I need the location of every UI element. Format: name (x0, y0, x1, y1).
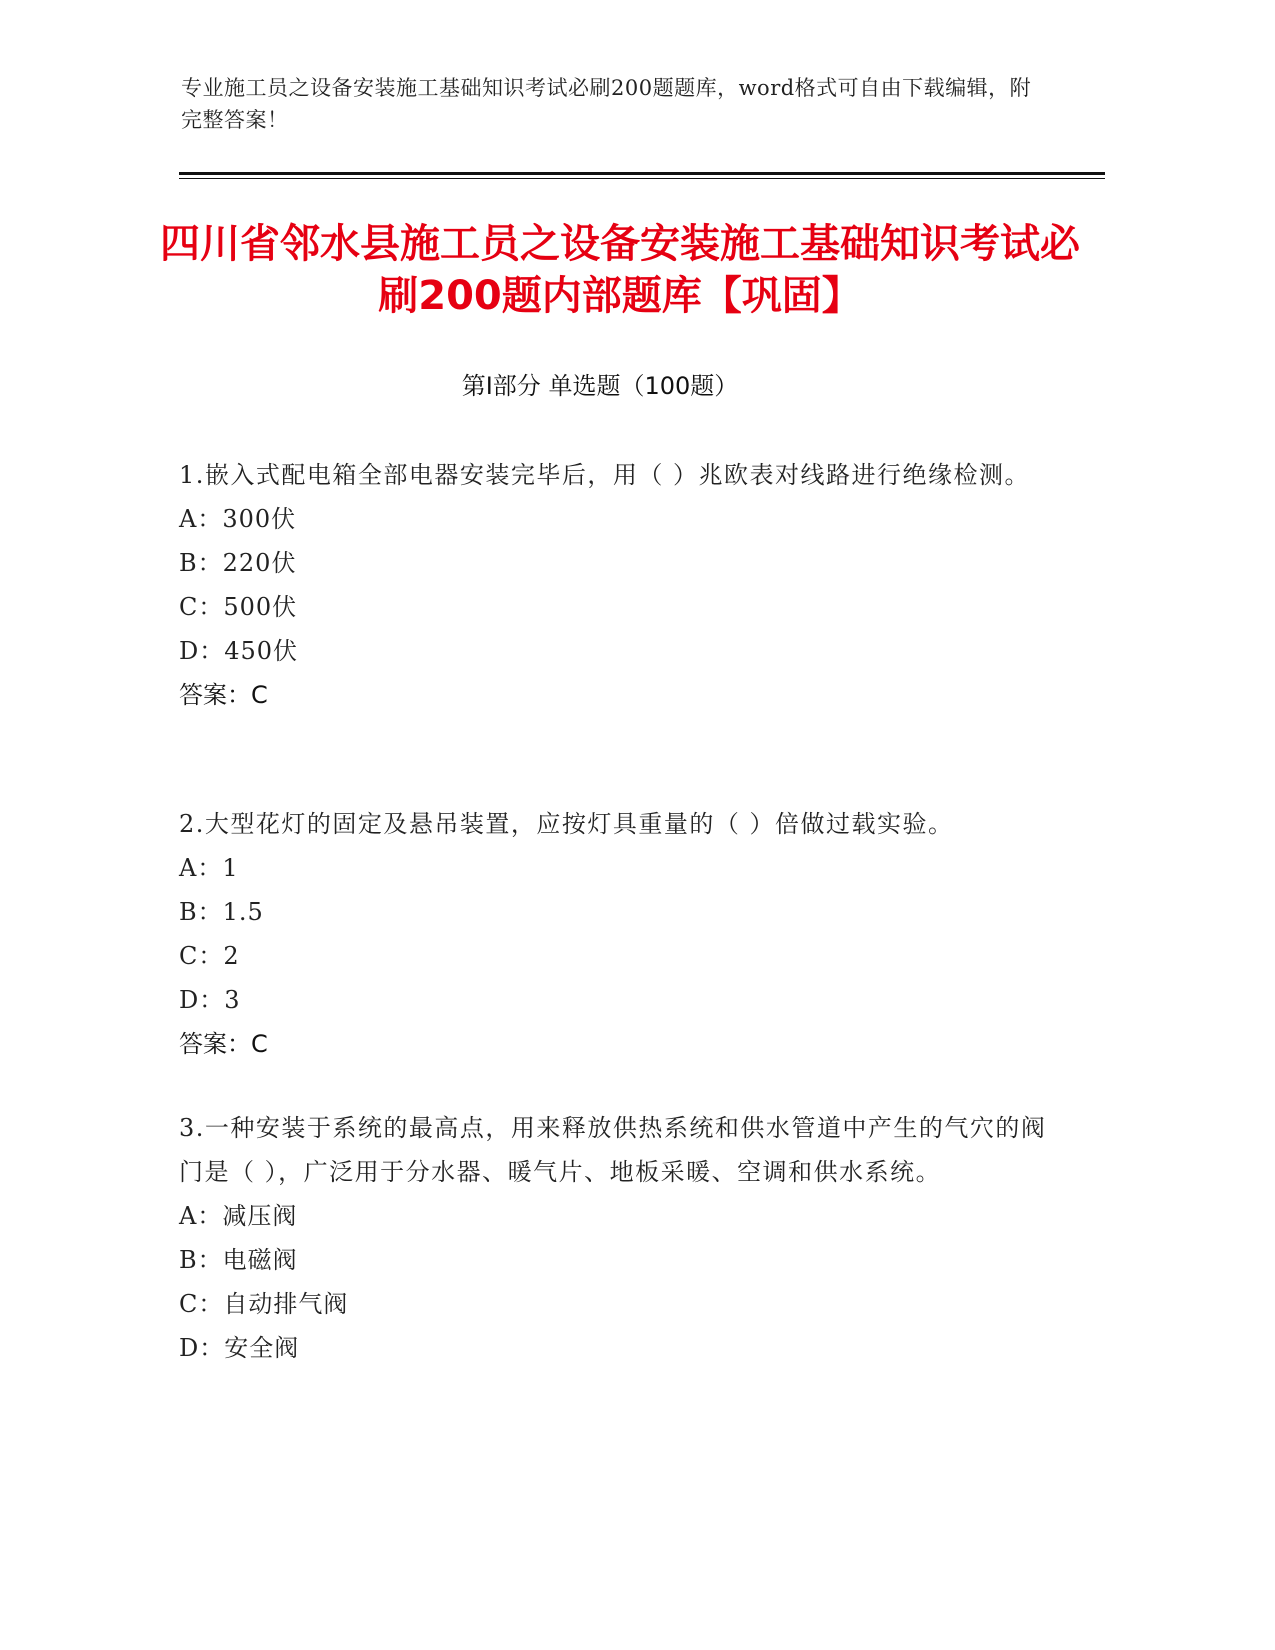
option-a: A：1 (179, 854, 239, 882)
document-title: 四川省邻水县施工员之设备安装施工基础知识考试必刷200题内部题库【巩固】 (160, 221, 1080, 319)
header-note: 专业施工员之设备安装施工基础知识考试必刷200题题库，word格式可自由下载编辑，附完整答案！ (181, 76, 1032, 132)
option-c: C：500伏 (179, 593, 298, 621)
header-divider-thin (179, 178, 1105, 179)
option-a: A：300伏 (179, 505, 297, 533)
option-d: D：450伏 (179, 637, 299, 665)
question-stem: 1.嵌入式配电箱全部电器安装完毕后，用（ ）兆欧表对线路进行绝缘检测。 (179, 461, 1031, 489)
section-heading: 第Ⅰ部分 单选题（100题） (461, 372, 739, 400)
option-d: D：安全阀 (179, 1334, 300, 1362)
option-c: C：2 (179, 942, 240, 970)
option-c: C：自动排气阀 (179, 1290, 349, 1318)
question-stem: 2.大型花灯的固定及悬吊装置，应按灯具重量的（ ）倍做过载实验。 (179, 810, 954, 838)
question-block-2 (179, 802, 1049, 1066)
question-stem: 3.一种安装于系统的最高点，用来释放供热系统和供水管道中产生的气穴的阀门是（ ），广泛用于分水器、暖气片、地板采暖、空调和供水系统。 (179, 1114, 1047, 1186)
option-b: B：220伏 (179, 549, 297, 577)
option-b: B：1.5 (179, 898, 264, 926)
answer-line: 答案：C (179, 1030, 268, 1058)
option-a: A：减压阀 (179, 1202, 298, 1230)
question-block-3 (179, 1106, 1049, 1370)
question-block-1 (179, 453, 1049, 717)
header-divider-thick (179, 172, 1105, 175)
option-b: B：电磁阀 (179, 1246, 298, 1274)
answer-line: 答案：C (179, 681, 268, 709)
option-d: D：3 (179, 986, 241, 1014)
